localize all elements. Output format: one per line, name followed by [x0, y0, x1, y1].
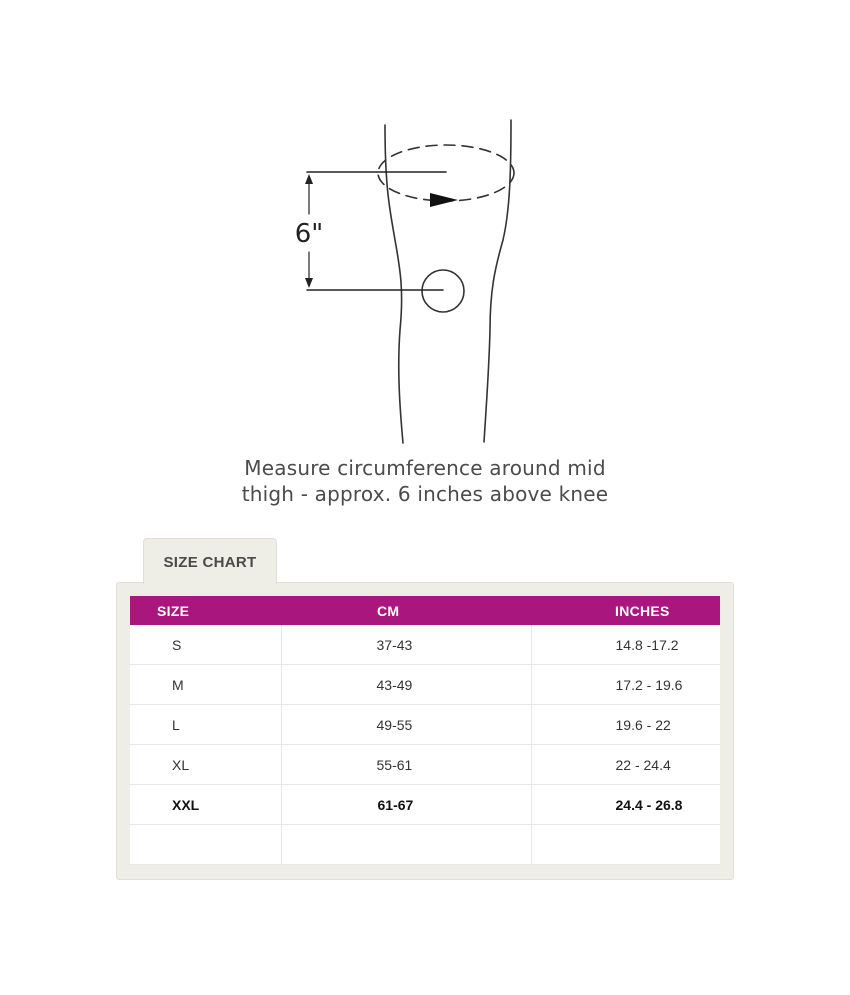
table-row	[130, 745, 720, 785]
cell-size: XXL	[130, 785, 281, 825]
cell-cm: 37-43	[281, 625, 531, 665]
size-chart-tab[interactable]	[143, 538, 277, 584]
cell-cm: 43-49	[281, 665, 531, 705]
measurement-instructions	[0, 455, 850, 507]
arrowhead-down	[305, 278, 313, 288]
size-chart-tab-label: SIZE CHART	[163, 554, 257, 571]
leg-measurement-diagram	[0, 0, 850, 460]
table-row	[130, 665, 720, 705]
cell-size: XL	[130, 745, 281, 785]
instruction-line-1: Measure circumference around mid	[244, 456, 606, 480]
header-inches: INCHES	[531, 596, 720, 625]
size-chart-table	[130, 596, 720, 865]
cell-size: L	[130, 705, 281, 745]
cell-cm	[281, 825, 531, 865]
cell-inches: 22 - 24.4	[531, 745, 720, 785]
cell-cm: 55-61	[281, 745, 531, 785]
cell-inches	[531, 825, 720, 865]
table-row-empty	[130, 825, 720, 865]
table-row	[130, 625, 720, 665]
header-size: SIZE	[130, 596, 281, 625]
cell-size	[130, 825, 281, 865]
instruction-line-2: thigh - approx. 6 inches above knee	[241, 482, 609, 506]
cell-size: M	[130, 665, 281, 705]
header-cm: CM	[281, 596, 531, 625]
direction-arrow	[430, 193, 458, 207]
arrowhead-up	[305, 174, 313, 184]
cell-cm: 49-55	[281, 705, 531, 745]
cell-inches: 19.6 - 22	[531, 705, 720, 745]
cell-size: S	[130, 625, 281, 665]
measurement-label: 6"	[294, 219, 324, 249]
table-header-row	[130, 596, 720, 625]
table-row	[130, 705, 720, 745]
cell-inches: 14.8 -17.2	[531, 625, 720, 665]
cell-inches: 24.4 - 26.8	[531, 785, 720, 825]
thigh-circumference-dashed	[378, 145, 514, 201]
table-row	[130, 785, 720, 825]
leg-outline-right	[484, 120, 511, 442]
cell-cm: 61-67	[281, 785, 531, 825]
cell-inches: 17.2 - 19.6	[531, 665, 720, 705]
knee-marker-circle	[422, 270, 464, 312]
